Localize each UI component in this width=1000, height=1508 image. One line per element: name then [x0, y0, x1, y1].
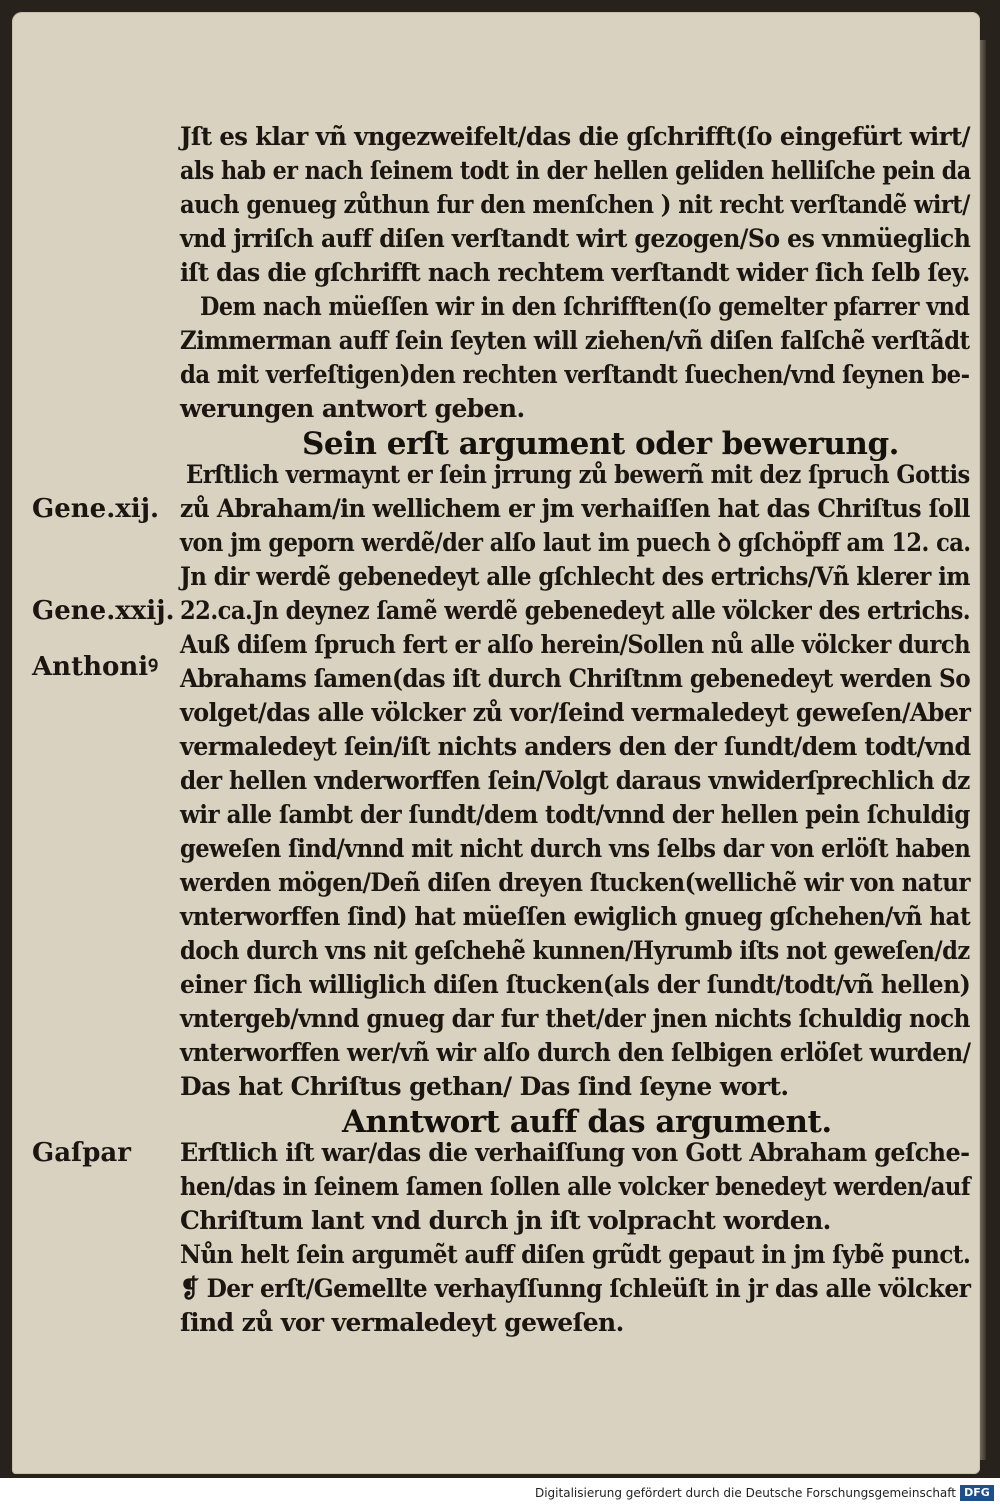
text-line: Jſt es klar vñ vngezweifelt/das die gſchrifft(ſo eingefürt wirt/: [180, 122, 970, 151]
text-line: werden mögen/Deñ diſen dreyen ſtucken(wellichẽ wir von natur: [180, 868, 970, 897]
text-line: vnterworffen ſind) hat müeſſen ewiglich gnueg gſchehen/vñ hat: [180, 902, 971, 931]
text-line: ſind zů vor vermaledeyt geweſen.: [180, 1308, 624, 1337]
text-line: hen/das in ſeinem ſamen ſollen alle volcker benedeyt werden/auf: [180, 1172, 971, 1201]
text-line: volget/das alle völcker zů vor/ſeind vermaledeyt geweſen/Aber: [180, 698, 971, 727]
text-line: iſt das die gſchrifft nach rechtem verſtandt wider ſich ſelb ſey.: [180, 258, 970, 287]
text-line: vnd jrriſch auff diſen verſtandt wirt gezogen/So es vnmüeglich: [180, 224, 971, 253]
text-line: geweſen ſind/vnnd mit nicht durch vns ſelbs dar von erlöſt haben: [180, 834, 971, 863]
text-line: Chriſtum lant vnd durch jn iſt volpracht worden.: [180, 1206, 831, 1235]
text-line: Nůn helt ſein argumẽt auff diſen grũdt gepaut in jm ſybẽ punct.: [180, 1240, 971, 1269]
text-line: Zimmerman auff ſein ſeyten will ziehen/vñ diſen falſchẽ verſtãdt: [180, 326, 970, 355]
text-line: Auß diſem ſpruch fert er alſo herein/Sollen nů alle völcker durch: [180, 630, 971, 659]
text-line: Erſtlich vermaynt er ſein jrrung zů bewerñ mit dez ſpruch Gottis: [186, 460, 970, 489]
text-line: werungen antwort geben.: [180, 394, 525, 423]
text-line: doch durch vns nit geſchehẽ kunnen/Hyrumb iſts not geweſen/dz: [180, 936, 970, 965]
text-line: vntergeb/vnnd gnueg dar fur thet/der jnen nichts ſchuldig noch: [180, 1004, 970, 1033]
margin-note-gene-22: Gene.xxij.: [32, 596, 175, 626]
section-heading: Sein erſt argument oder bewerung.: [302, 426, 899, 462]
text-line: der hellen vnderworffen ſein/Volgt daraus vnwiderſprechlich dz: [180, 766, 970, 795]
text-line: 22.ca.Jn deynez ſamẽ werdẽ gebenedeyt alle völcker des ertrichs.: [180, 596, 971, 625]
margin-note-gene-12: Gene.xij.: [32, 494, 160, 524]
dfg-logo: DFG: [960, 1485, 994, 1501]
margin-note-gaspar: Gaſpar: [32, 1138, 131, 1168]
book-page: [12, 12, 980, 1474]
text-line: ❡ Der erſt/Gemellte verhayſſunng ſchleüſt in jr das alle völcker: [180, 1274, 971, 1303]
text-line: Erſtlich iſt war/das die verhaiſſung von Gott Abraham geſche‐: [180, 1138, 970, 1167]
text-line: Das hat Chriſtus gethan/ Das ſind ſeyne wort.: [180, 1072, 789, 1101]
section-heading: Anntwort auff das argument.: [342, 1104, 832, 1140]
text-line: vnterworffen wer/vñ wir alſo durch den ſelbigen erlöſet wurden/: [180, 1038, 971, 1067]
text-line: als hab er nach ſeinem todt in der hellen geliden helliſche pein da: [180, 156, 971, 185]
text-line: vermaledeyt ſein/iſt nichts anders den der ſundt/dem todt/vnd: [180, 732, 971, 761]
margin-note-anthoni: Anthoniꝰ: [32, 652, 159, 682]
text-line: von jm geporn werdẽ/der alſo laut im puech ꝺ gſchöpff am 12. ca.: [180, 528, 971, 557]
text-line: zů Abraham/in wellichem er jm verhaiſſen hat das Chriſtus ſoll: [180, 494, 970, 523]
footer-bar: [0, 1478, 1000, 1508]
funding-notice: Digitalisierung gefördert durch die Deutsche Forschungsgemeinschaft: [534, 1486, 956, 1500]
text-line: Jn dir werdẽ gebenedeyt alle gſchlecht des ertrichs/Vñ klerer im: [180, 562, 970, 591]
text-line: auch genueg zůthun fur den menſchen ) nit recht verſtandẽ wirt/: [180, 190, 970, 219]
text-line: wir alle ſambt der ſundt/dem todt/vnnd der hellen pein ſchuldig: [180, 800, 970, 829]
text-line: Dem nach müeſſen wir in den ſchrifften(ſo gemelter pfarrer vnd: [200, 292, 970, 321]
text-line: da mit verfeſtigen)den rechten verſtandt ſuechen/vnd ſeynen be‐: [180, 360, 970, 389]
text-line: einer ſich williglich diſen ſtucken(als der ſundt/todt/vñ hellen): [180, 970, 971, 999]
text-line: Abrahams ſamen(das iſt durch Chriſtnm gebenedeyt werden So: [180, 664, 971, 693]
